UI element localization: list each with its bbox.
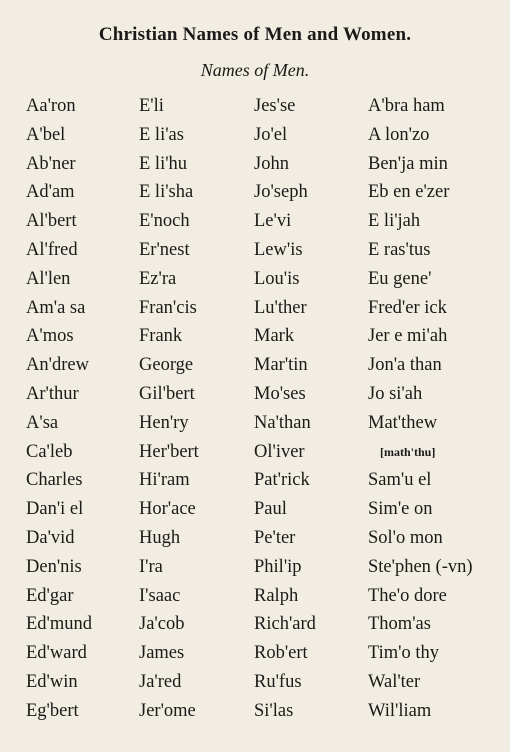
name-entry: Fran'cis — [139, 297, 197, 318]
name-entry: Dan'i el — [26, 499, 84, 520]
names-column-1 — [26, 92, 92, 726]
name-entry: Mar'tin — [254, 355, 308, 376]
name-entry: Ed'ward — [26, 643, 87, 664]
name-entry: E li'hu — [139, 153, 188, 174]
pronunciation-note: [math'thu] — [380, 444, 436, 459]
name-entry: Thom'as — [368, 614, 431, 635]
name-entry: Ralph — [254, 585, 299, 606]
name-entry: Le'vi — [254, 211, 292, 232]
name-entry: Eg'bert — [26, 700, 79, 721]
name-entry: Paul — [254, 499, 287, 520]
name-entry: A'mos — [26, 326, 74, 347]
name-entry: Al'len — [26, 268, 71, 289]
name-entry: Al'bert — [26, 211, 77, 232]
names-column-3 — [254, 92, 316, 726]
name-entry: An'drew — [26, 355, 89, 376]
name-entry: John — [254, 153, 289, 174]
name-entry: Ed'win — [26, 671, 78, 692]
name-entry: Gil'bert — [139, 383, 195, 404]
name-entry: Sam'u el — [368, 470, 432, 491]
name-entry: Ca'leb — [26, 441, 73, 462]
name-entry: Sol'o mon — [368, 527, 443, 548]
name-entry: A'bel — [26, 124, 66, 145]
name-entry: Mark — [254, 326, 295, 347]
name-entry: Wal'ter — [368, 671, 421, 692]
name-entry: Jer'ome — [139, 700, 196, 721]
name-entry: Fred'er ick — [368, 297, 447, 318]
name-entry: Ru'fus — [254, 671, 302, 692]
name-entry: Ja'cob — [139, 614, 185, 635]
name-entry: Hugh — [139, 527, 181, 548]
name-entry: Pe'ter — [254, 527, 296, 548]
name-entry: Charles — [26, 470, 83, 491]
name-entry: Si'las — [254, 700, 294, 721]
name-entry: Da'vid — [26, 527, 75, 548]
name-entry: Phil'ip — [254, 556, 302, 577]
name-entry: Ol'iver — [254, 441, 305, 462]
name-entry: Hi'ram — [139, 470, 190, 491]
name-entry: E ras'tus — [368, 239, 431, 260]
name-entry: Tim'o thy — [368, 643, 440, 664]
name-entry: Her'bert — [139, 441, 199, 462]
name-entry: Ar'thur — [26, 383, 79, 404]
name-entry: Ed'mund — [26, 614, 93, 635]
name-entry: E'li — [139, 96, 164, 116]
name-entry: Jer e mi'ah — [368, 326, 448, 347]
name-entry: Al'fred — [26, 239, 78, 260]
name-entry: A'bra ham — [368, 96, 445, 116]
names-column-2 — [139, 92, 199, 726]
name-entry: Sim'e on — [368, 499, 433, 520]
name-entry: Ben'ja min — [368, 153, 448, 174]
page-title: Christian Names of Men and Women. — [98, 24, 412, 45]
name-entry: Ad'am — [26, 182, 75, 203]
name-entry: E li'sha — [139, 182, 194, 203]
names-grid — [0, 92, 510, 732]
name-entry: E li'as — [139, 124, 184, 145]
name-entry: The'o dore — [368, 585, 447, 606]
name-entry: Jo si'ah — [368, 383, 423, 404]
name-entry: Jon'a than — [368, 355, 442, 376]
name-entry: E'noch — [139, 211, 190, 232]
name-entry: Er'nest — [139, 239, 190, 260]
name-entry: Den'nis — [26, 556, 82, 577]
name-entry: Mo'ses — [254, 383, 306, 404]
name-entry: Pat'rick — [254, 470, 310, 491]
name-entry: A'sa — [26, 412, 59, 433]
name-entry: E li'jah — [368, 211, 421, 232]
name-entry: Ed'gar — [26, 585, 74, 606]
name-entry: Eb en e'zer — [368, 182, 450, 203]
name-entry: George — [139, 355, 194, 376]
name-entry: James — [139, 643, 185, 664]
name-entry: Lu'ther — [254, 297, 307, 318]
name-entry: Frank — [139, 326, 183, 347]
name-entry: Na'than — [254, 412, 311, 433]
name-entry: Ste'phen (-vn) — [368, 556, 473, 577]
name-entry: Ez'ra — [139, 268, 177, 289]
name-entry: Jes'se — [254, 96, 296, 116]
name-entry: A lon'zo — [368, 124, 430, 145]
name-entry: Rich'ard — [254, 614, 316, 635]
name-entry: Rob'ert — [254, 643, 308, 664]
section-subtitle: Names of Men. — [200, 60, 310, 80]
name-entry: Ja'red — [139, 671, 182, 692]
name-entry: Eu gene' — [368, 268, 432, 289]
name-entry: Mat'thew — [368, 412, 438, 433]
name-entry: Lou'is — [254, 268, 300, 289]
name-entry: Wil'liam — [368, 700, 432, 721]
name-entry: Lew'is — [254, 239, 303, 260]
names-column-4 — [368, 92, 473, 726]
name-entry: Hen'ry — [139, 412, 189, 433]
name-entry: I'ra — [139, 556, 163, 577]
name-entry: Aa'ron — [26, 96, 76, 116]
name-entry: I'saac — [139, 585, 181, 606]
name-entry: Jo'seph — [254, 182, 308, 203]
name-entry: Hor'ace — [139, 499, 196, 520]
name-entry: Am'a sa — [26, 297, 86, 318]
name-entry: Jo'el — [254, 124, 288, 145]
name-entry: Ab'ner — [26, 153, 76, 174]
